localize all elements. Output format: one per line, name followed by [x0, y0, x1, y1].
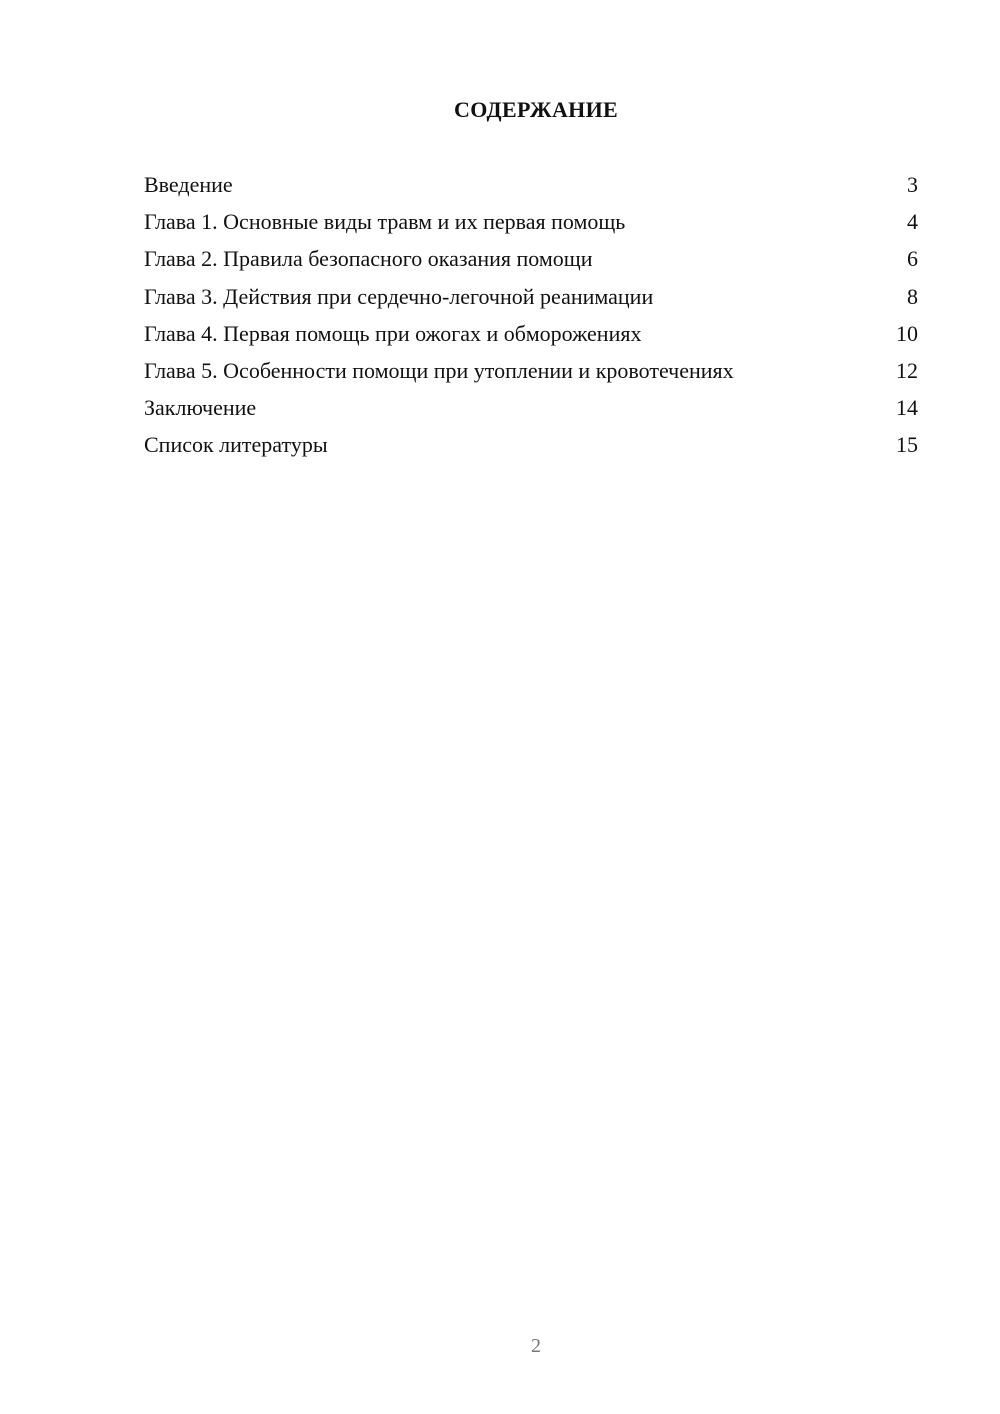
page-number: 2: [531, 1335, 541, 1357]
toc-entry-page-number: 4: [907, 209, 918, 235]
toc-heading: СОДЕРЖАНИЕ: [454, 97, 618, 122]
table-of-contents: [144, 170, 918, 468]
toc-entry-page-number: 14: [896, 395, 918, 421]
toc-entry-page-number: 8: [907, 283, 918, 309]
toc-entry-chapter-5[interactable]: [144, 356, 918, 393]
toc-entry-title: Глава 5. Особенности помощи при утоплении и кровотечениях: [144, 357, 734, 383]
toc-entry-page-number: 3: [907, 172, 918, 197]
toc-entry-chapter-1[interactable]: [144, 207, 918, 244]
toc-entry-conclusion[interactable]: [144, 393, 918, 430]
toc-entry-chapter-2[interactable]: [144, 244, 918, 281]
toc-entry-page-number: 15: [896, 432, 918, 458]
toc-entry-title: Глава 1. Основные виды травм и их первая помощь: [144, 209, 626, 235]
toc-entry-page-number: 10: [896, 320, 918, 346]
toc-entry-page-number: 12: [896, 357, 918, 383]
toc-entry-introduction[interactable]: [144, 170, 918, 207]
toc-entry-references[interactable]: [144, 430, 918, 467]
toc-entry-title: Глава 3. Действия при сердечно-легочной реанимации: [144, 283, 654, 309]
toc-entry-title: Список литературы: [144, 432, 328, 458]
toc-entry-chapter-3[interactable]: [144, 282, 918, 319]
toc-entry-title: Глава 2. Правила безопасного оказания помощи: [144, 246, 593, 272]
toc-entry-page-number: 6: [907, 246, 918, 272]
toc-entry-chapter-4[interactable]: [144, 319, 918, 356]
toc-entry-title: Введение: [144, 172, 233, 197]
toc-entry-title: Заключение: [144, 395, 257, 421]
toc-entry-title: Глава 4. Первая помощь при ожогах и обморожениях: [144, 320, 642, 346]
